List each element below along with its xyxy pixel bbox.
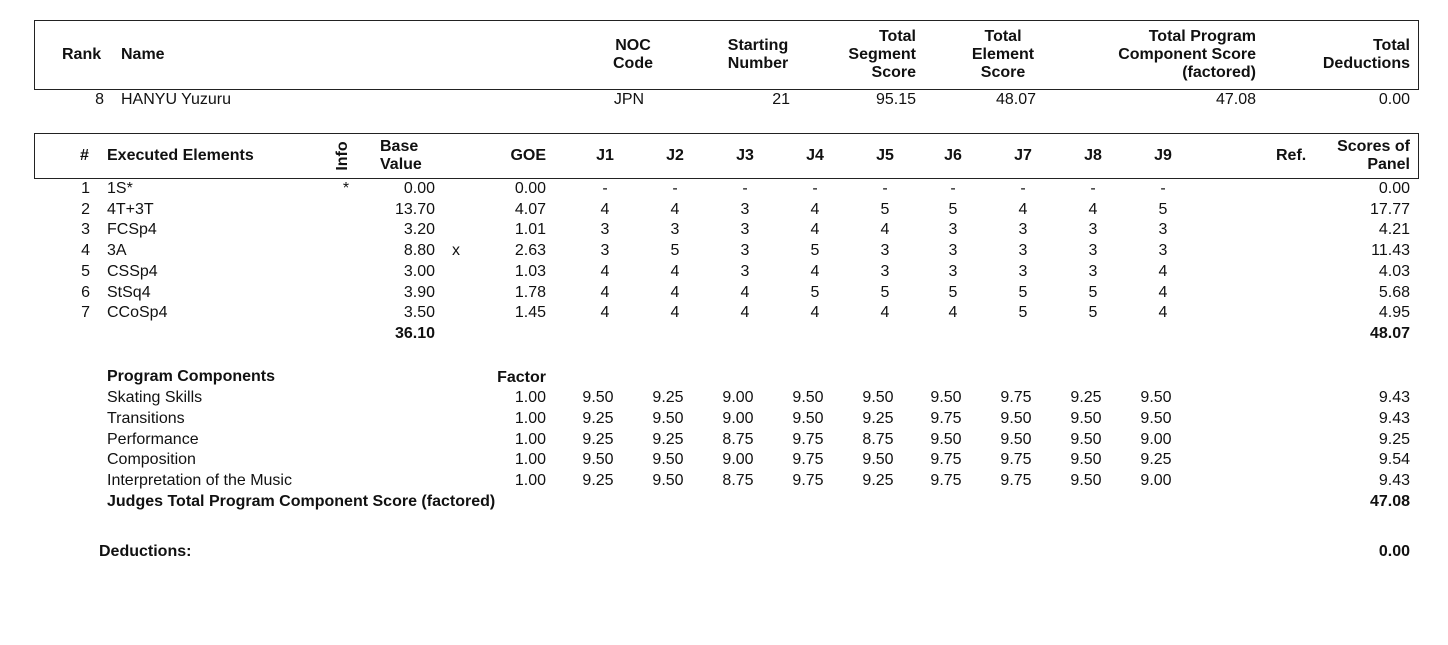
component-judge-score-j8: 9.50 (1070, 430, 1102, 448)
total-program-component-score: 47.08 (1215, 91, 1256, 108)
element-goe: 2.63 (514, 242, 546, 260)
component-judge-score-j2: 9.50 (652, 451, 684, 469)
element-goe: 1.01 (514, 221, 546, 239)
element-judge-score-j8: 4 (1088, 200, 1098, 218)
component-judge-score-j2: 9.50 (652, 472, 684, 490)
component-judge-score-j6: 9.75 (930, 472, 962, 490)
component-factor: 1.00 (514, 430, 546, 448)
element-panel-score: 4.03 (1378, 262, 1410, 280)
component-judge-score-j8: 9.50 (1070, 472, 1102, 490)
element-judge-score-j5: 4 (880, 221, 890, 239)
component-judge-score-j9: 9.00 (1140, 430, 1172, 448)
component-factor: 1.00 (514, 472, 546, 490)
element-name: CCoSp4 (107, 304, 168, 322)
component-judge-score-j5: 8.75 (862, 430, 894, 448)
element-judge-score-j6: 4 (948, 304, 958, 322)
header-ref: Ref. (1276, 147, 1307, 164)
header-rank: Rank (62, 46, 102, 63)
component-judge-score-j8: 9.50 (1070, 451, 1102, 469)
element-judge-score-j2: 4 (670, 283, 680, 301)
component-judge-score-j2: 9.25 (652, 389, 684, 406)
element-judge-score-j8: 3 (1088, 262, 1098, 280)
element-judge-score-j2: 4 (670, 262, 680, 280)
judge-header-j1: J1 (596, 147, 614, 164)
judge-header-j2: J2 (666, 147, 684, 164)
element-number: 2 (81, 200, 90, 218)
total-base-value: 36.10 (394, 325, 435, 342)
component-judge-score-j1: 9.25 (582, 409, 614, 427)
judge-header-j5: J5 (876, 147, 894, 164)
element-judge-score-j1: 4 (600, 304, 610, 322)
skater-noc: JPN (613, 91, 645, 108)
element-base-value: 3.50 (403, 304, 435, 322)
component-judge-score-j6: 9.50 (930, 430, 962, 448)
header-total-deductions: Total Deductions (1322, 37, 1410, 72)
judge-header-j4: J4 (806, 147, 824, 164)
element-judge-score-j8: 5 (1088, 304, 1098, 322)
component-judge-score-j5: 9.25 (862, 472, 894, 490)
component-panel-score: 9.25 (1378, 430, 1410, 448)
component-judge-score-j4: 9.75 (792, 451, 824, 469)
judge-header-j7: J7 (1014, 147, 1032, 164)
component-judge-score-j8: 9.50 (1070, 409, 1102, 427)
total-elements-panel-score: 48.07 (1369, 325, 1410, 342)
element-judge-score-j7: 4 (1018, 200, 1028, 218)
component-name: Transitions (107, 409, 185, 427)
element-judge-score-j5: 5 (880, 283, 890, 301)
element-judge-score-j3: 4 (740, 304, 750, 322)
element-judge-score-j6: 5 (948, 283, 958, 301)
element-judge-score-j7: 3 (1018, 221, 1028, 239)
element-judge-score-j8: 5 (1088, 283, 1098, 301)
component-factor: 1.00 (514, 409, 546, 427)
element-judge-score-j1: 3 (600, 242, 610, 260)
element-judge-score-j2: 5 (670, 242, 680, 260)
element-name: 4T+3T (107, 200, 154, 218)
element-number: 4 (81, 242, 90, 260)
skater-name: HANYU Yuzuru (121, 91, 231, 108)
component-name: Skating Skills (107, 389, 203, 406)
judge-header-j8: J8 (1084, 147, 1102, 164)
component-judge-score-j3: 8.75 (722, 472, 754, 490)
element-goe: 1.78 (514, 283, 546, 301)
component-judge-score-j7: 9.75 (1000, 472, 1032, 490)
skater-starting-number: 21 (772, 91, 790, 108)
header-base-value: Base Value (380, 138, 422, 173)
component-judge-score-j2: 9.50 (652, 409, 684, 427)
element-panel-score: 5.68 (1378, 283, 1410, 301)
judges-total-pcs-value: 47.08 (1369, 493, 1410, 510)
element-judge-score-j4: 5 (810, 283, 820, 301)
element-judge-score-j6: 3 (948, 262, 958, 280)
element-judge-score-j9: 3 (1158, 221, 1168, 239)
header-total-element-score: Total Element Score (971, 28, 1035, 81)
element-judge-score-j6: - (950, 180, 956, 197)
header-executed-elements: Executed Elements (107, 147, 254, 164)
element-number: 6 (81, 283, 90, 301)
element-base-value: 3.20 (403, 221, 435, 239)
element-judge-score-j1: 4 (600, 200, 610, 218)
element-panel-score: 0.00 (1378, 180, 1410, 197)
component-judge-score-j4: 9.50 (792, 409, 824, 427)
element-goe: 0.00 (514, 180, 546, 197)
element-judge-score-j3: 4 (740, 283, 750, 301)
element-judge-score-j3: - (742, 180, 748, 197)
element-judge-score-j1: - (602, 180, 608, 197)
element-judge-score-j5: 3 (880, 262, 890, 280)
component-judge-score-j3: 9.00 (722, 389, 754, 406)
component-judge-score-j4: 9.50 (792, 389, 824, 406)
component-judge-score-j9: 9.00 (1140, 472, 1172, 490)
element-panel-score: 4.95 (1378, 304, 1410, 322)
total-deductions: 0.00 (1378, 91, 1410, 108)
component-judge-score-j9: 9.50 (1140, 409, 1172, 427)
deductions-value: 0.00 (1378, 543, 1410, 560)
element-judge-score-j3: 3 (740, 221, 750, 239)
component-judge-score-j1: 9.50 (582, 389, 614, 406)
element-base-value: 3.00 (403, 262, 435, 280)
header-scores-of-panel: Scores of Panel (1337, 138, 1410, 173)
element-number: 1 (81, 180, 90, 197)
component-judge-score-j6: 9.75 (930, 451, 962, 469)
element-judge-score-j3: 3 (740, 242, 750, 260)
total-segment-score: 95.15 (875, 91, 916, 108)
element-base-value: 8.80 (403, 242, 435, 260)
element-judge-score-j5: 5 (880, 200, 890, 218)
component-judge-score-j3: 9.00 (722, 451, 754, 469)
component-judge-score-j5: 9.50 (862, 389, 894, 406)
program-components-title: Program Components (107, 368, 276, 385)
element-judge-score-j8: - (1090, 180, 1096, 197)
component-judge-score-j7: 9.75 (1000, 389, 1032, 406)
element-judge-score-j9: 4 (1158, 262, 1168, 280)
component-panel-score: 9.43 (1378, 472, 1410, 490)
component-judge-score-j3: 8.75 (722, 430, 754, 448)
component-name: Performance (107, 430, 199, 448)
element-base-value: 3.90 (403, 283, 435, 301)
element-judge-score-j7: 5 (1018, 304, 1028, 322)
component-judge-score-j8: 9.25 (1070, 389, 1102, 406)
element-base-value: 0.00 (403, 180, 435, 197)
factor-header: Factor (497, 369, 546, 386)
total-element-score: 48.07 (995, 91, 1036, 108)
component-panel-score: 9.43 (1378, 389, 1410, 406)
component-judge-score-j6: 9.50 (930, 389, 962, 406)
component-judge-score-j7: 9.50 (1000, 409, 1032, 427)
element-info: * (342, 180, 350, 197)
element-judge-score-j4: 4 (810, 221, 820, 239)
component-panel-score: 9.43 (1378, 409, 1410, 427)
element-judge-score-j9: 4 (1158, 304, 1168, 322)
element-bonus-marker: x (452, 242, 460, 260)
element-panel-score: 4.21 (1378, 221, 1410, 239)
element-judge-score-j4: - (812, 180, 818, 197)
element-judge-score-j6: 3 (948, 221, 958, 239)
element-judge-score-j2: 4 (670, 200, 680, 218)
element-judge-score-j6: 5 (948, 200, 958, 218)
element-goe: 4.07 (514, 200, 546, 218)
element-judge-score-j2: 4 (670, 304, 680, 322)
component-judge-score-j4: 9.75 (792, 472, 824, 490)
component-name: Composition (107, 451, 196, 469)
judge-header-j6: J6 (944, 147, 962, 164)
element-judge-score-j9: 3 (1158, 242, 1168, 260)
element-judge-score-j5: 4 (880, 304, 890, 322)
element-panel-score: 11.43 (1371, 242, 1410, 260)
element-judge-score-j7: - (1020, 180, 1026, 197)
header-name: Name (121, 46, 165, 63)
element-judge-score-j7: 3 (1018, 242, 1028, 260)
judge-header-j3: J3 (736, 147, 754, 164)
component-judge-score-j1: 9.50 (582, 451, 614, 469)
element-name: StSq4 (107, 283, 151, 301)
element-goe: 1.45 (514, 304, 546, 322)
element-judge-score-j8: 3 (1088, 221, 1098, 239)
element-judge-score-j5: 3 (880, 242, 890, 260)
element-judge-score-j2: - (672, 180, 678, 197)
judges-total-pcs-label: Judges Total Program Component Score (factored) (107, 493, 496, 510)
element-judge-score-j4: 4 (810, 304, 820, 322)
component-judge-score-j6: 9.75 (930, 409, 962, 427)
header-total-pcs: Total Program Component Score (factored) (1118, 28, 1256, 81)
element-name: CSSp4 (107, 262, 158, 280)
element-judge-score-j7: 5 (1018, 283, 1028, 301)
element-base-value: 13.70 (394, 200, 435, 218)
component-judge-score-j7: 9.75 (1000, 451, 1032, 469)
element-judge-score-j6: 3 (948, 242, 958, 260)
header-total-segment-score: Total Segment Score (848, 28, 916, 81)
header-element-number: # (80, 147, 89, 164)
element-judge-score-j5: - (882, 180, 888, 197)
header-noc: NOC Code (613, 37, 653, 72)
element-number: 7 (81, 304, 90, 322)
element-panel-score: 17.77 (1369, 200, 1410, 218)
skater-rank: 8 (95, 91, 104, 108)
component-judge-score-j5: 9.25 (862, 409, 894, 427)
element-judge-score-j2: 3 (670, 221, 680, 239)
element-name: FCSp4 (107, 221, 157, 239)
element-judge-score-j1: 4 (600, 283, 610, 301)
component-judge-score-j5: 9.50 (862, 451, 894, 469)
component-judge-score-j1: 9.25 (582, 430, 614, 448)
element-judge-score-j9: 5 (1158, 200, 1168, 218)
header-starting-number: Starting Number (727, 37, 789, 72)
element-judge-score-j1: 3 (600, 221, 610, 239)
component-panel-score: 9.54 (1378, 451, 1410, 469)
element-goe: 1.03 (514, 262, 546, 280)
component-name: Interpretation of the Music (107, 472, 292, 490)
element-judge-score-j7: 3 (1018, 262, 1028, 280)
component-factor: 1.00 (514, 389, 546, 406)
header-info: Info (334, 141, 351, 171)
element-judge-score-j4: 4 (810, 200, 820, 218)
judge-header-j9: J9 (1154, 147, 1172, 164)
header-goe: GOE (510, 147, 546, 164)
element-judge-score-j9: - (1160, 180, 1166, 197)
element-number: 5 (81, 262, 90, 280)
element-judge-score-j4: 4 (810, 262, 820, 280)
component-judge-score-j7: 9.50 (1000, 430, 1032, 448)
element-judge-score-j8: 3 (1088, 242, 1098, 260)
deductions-label: Deductions: (99, 543, 192, 560)
element-number: 3 (81, 221, 90, 239)
component-judge-score-j9: 9.25 (1140, 451, 1172, 469)
element-name: 3A (107, 242, 127, 260)
element-judge-score-j3: 3 (740, 200, 750, 218)
element-judge-score-j1: 4 (600, 262, 610, 280)
element-name: 1S* (107, 180, 133, 197)
component-judge-score-j2: 9.25 (652, 430, 684, 448)
component-judge-score-j3: 9.00 (722, 409, 754, 427)
element-judge-score-j3: 3 (740, 262, 750, 280)
element-judge-score-j9: 4 (1158, 283, 1168, 301)
element-judge-score-j4: 5 (810, 242, 820, 260)
component-factor: 1.00 (514, 451, 546, 469)
component-judge-score-j4: 9.75 (792, 430, 824, 448)
component-judge-score-j1: 9.25 (582, 472, 614, 490)
component-judge-score-j9: 9.50 (1140, 389, 1172, 406)
